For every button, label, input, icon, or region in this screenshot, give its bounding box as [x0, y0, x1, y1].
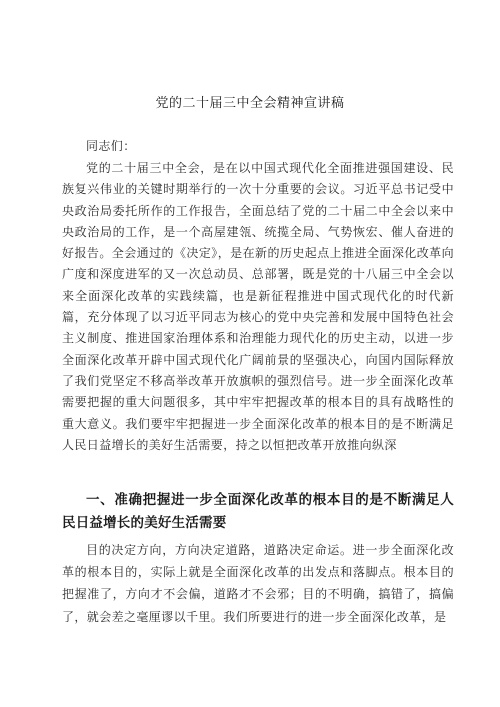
salutation: 同志们： [86, 139, 136, 153]
document-title: 党的二十届三中全会精神宣讲稿 [155, 96, 345, 111]
section-heading-1: 一、准确把握进一步全面深化改革的根本目的是不断满足人民日益增长的美好生活需要 [62, 492, 454, 531]
paragraph-section-1: 目的决定方向，方向决定道路，道路决定命运。进一步全面深化改革的根本目的，实际上就是全面深化改革的出发点和落脚点。根本目的把握准了，方向才不会偏，道路才不会邪；目的不明确，搞错了，搞偏了，就会差之毫厘谬以千里。我们所要进行的进一步全面深化改革，是 [62, 543, 454, 624]
paragraph-intro: 党的二十届三中全会，是在以中国式现代化全面推进强国建设、民族复兴伟业的关键时期举行的一次十分重要的会议。习近平总书记受中央政治局委托所作的工作报告，全面总结了党的二十届二中全会以来中央政治局的工作，是一个高屋建瓴、统揽全局、气势恢宏、催人奋进的好报告。全会通过的《决定》，是在新的历史起点上推进全面深化改革向广度和深度进军的又一次总动员、总部署，既是党的十八届三中全会以来全面深化改革的实践续篇，也是新征程推进中国式现代化的时代新篇，充分体现了以习近平同志为核心的党中央完善和发展中国特色社会主义制度、推进国家治理体系和治理能力现代化的历史主动，以进一步全面深化改革开辟中国式现代化广阔前景的坚强决心，向国内国际释放了我们党坚定不移高举改革开放旗帜的强烈信号。进一步全面深化改革需要把握的重大问题很多，其中牢牢把握改革的根本目的具有战略性的重大意义。我们要牢牢把握进一步全面深化改革的根本目的是不断满足人民日益增长的美好生活需要，持之以恒把改革开放推向纵深 [62, 161, 454, 452]
